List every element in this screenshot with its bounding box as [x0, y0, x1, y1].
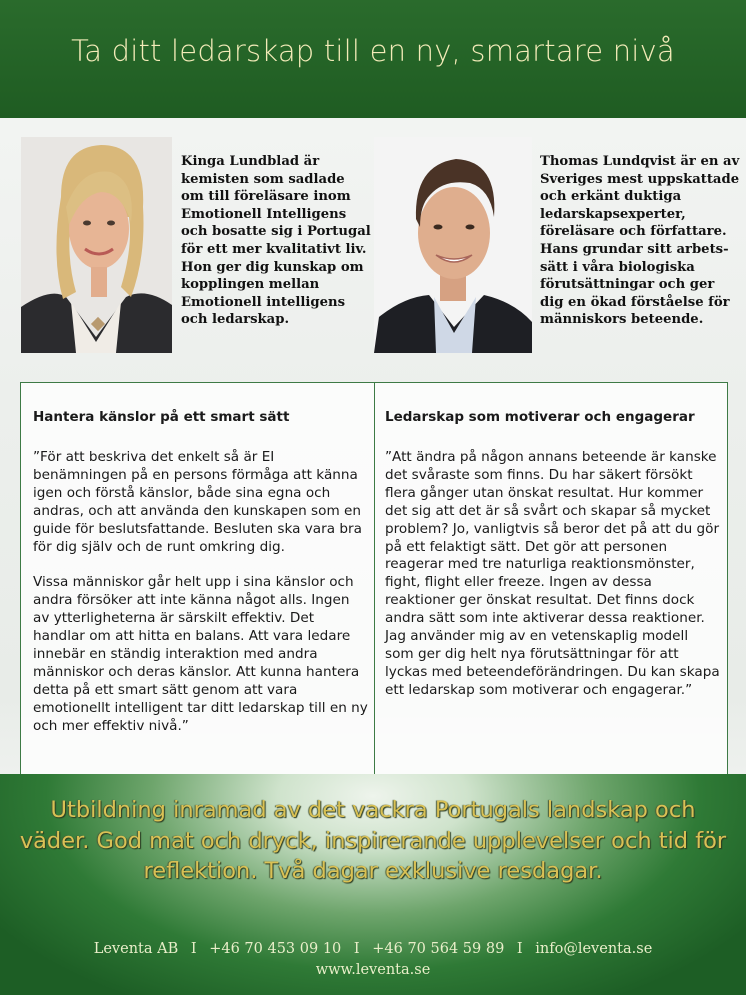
right-column-heading: Ledarskap som motiverar och engagerar	[385, 409, 695, 425]
contact-line	[0, 941, 746, 957]
left-column-body	[33, 449, 368, 736]
right-paragraph-1: ”Att ändra på någon annans beteende är kanske det svåraste som finns. Du har säkert försökt flera gånger utan önskat resultat. Hur kommer det sig att det är så svårt och skapar så mycket problem? Jo, vanligtvis så beror det på att du gör på ett felaktigt sätt. Det gör att personen reagerar med tre naturliga reaktionsmönster, fight, flight eller freeze. Ingen av dessa reaktioner ger önskat resultat. Det finns dock andra sätt som inte aktiverar dessa reaktioner.	[385, 449, 720, 627]
phone-number-1[interactable]: +46 70 453 09 10	[209, 941, 342, 957]
left-column-heading: Hantera känslor på ett smart sätt	[33, 409, 290, 425]
content-panel	[20, 382, 728, 776]
left-paragraph-2: Vissa människor går helt upp i sina känslor och andra försöker att inte känna något alls. Ingen av ytterligheterna är särskilt effektiv. Det handlar om att hitta en balans. Att vara ledare innebär en ständig interaktion med andra människor och deras känslor. Att kunna hantera detta på ett smart sätt genom att vara emotionellt intelligent tar ditt ledarskap till en ny och mer effektiv nivå.”	[33, 574, 368, 734]
phone-number-2[interactable]: +46 70 564 59 89	[372, 941, 505, 957]
right-column	[385, 409, 720, 700]
left-paragraph-1: ”För att beskriva det enkelt så är EI benämningen på en persons förmåga att känna igen och förstå känslor, både sina egna och andras, och att använda den kunskapen som en guide för beslutsfattande. Besluten ska vara bra för dig själv och de runt omkring dig.	[33, 449, 362, 555]
page-title: Ta ditt ledarskap till en ny, smartare nivå	[71, 34, 675, 68]
column-divider	[374, 383, 375, 775]
header-banner	[0, 0, 746, 118]
website-link[interactable]: www.leventa.se	[315, 962, 431, 978]
promo-text: Utbildning inramad av det vackra Portugals landskap och väder. God mat och dryck, inspirerande upplevelser och tid för reflektion. Två dagar exklusive resdagar.	[19, 797, 727, 884]
separator: I	[353, 941, 360, 957]
email-link[interactable]: info@leventa.se	[535, 941, 653, 957]
kinga-bio: Kinga Lundblad är kemisten som sadlade om till föreläsare inom Emotionell Intelligens och bosatte sig i Portugal för ett mer kvalitativt liv. Hon ger dig kunskap om kopplingen mellan Emotionell intelligens och ledarskap.	[181, 154, 371, 328]
left-column	[33, 409, 368, 754]
separator: I	[516, 941, 523, 957]
separator: I	[190, 941, 197, 957]
kinga-portrait-photo	[21, 137, 172, 353]
right-paragraph-2: Jag använder mig av en vetenskaplig modell som ger dig helt nya förutsättningar för att lyckas med beteendeförändringen. Du kan skapa ett ledarskap som motiverar och engagerar.”	[385, 628, 720, 698]
company-name: Leventa AB	[93, 941, 179, 957]
thomas-bio: Thomas Lundqvist är en av Sveriges mest uppskattade och erkänt duktiga ledarskapsexperter, föreläsare och författare. Hans grundar sitt arbets-sätt i våra biologiska förutsättningar och ger dig en ökad förståelse för människors beteende.	[540, 154, 740, 328]
thomas-portrait-photo	[374, 137, 532, 353]
right-column-body	[385, 449, 720, 700]
